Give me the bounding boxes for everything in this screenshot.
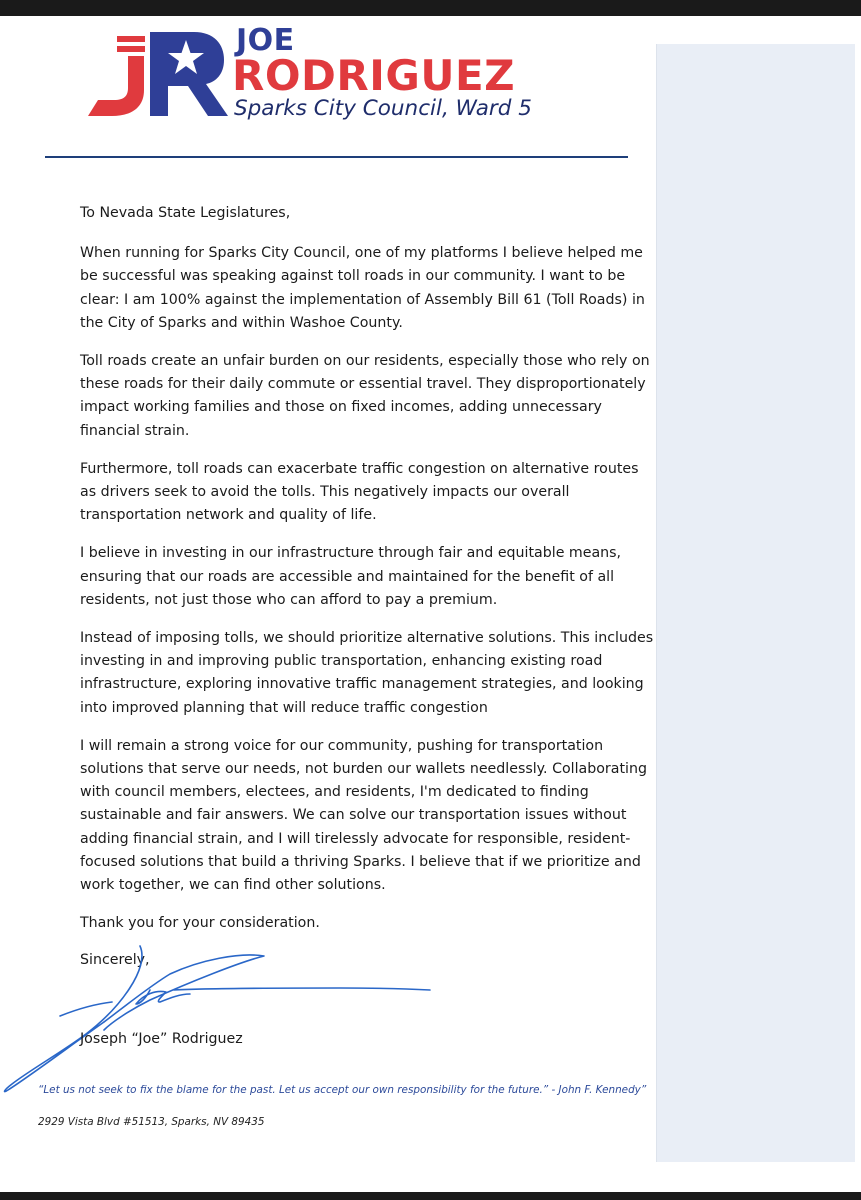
letter-salutation: To Nevada State Legislatures, — [80, 205, 291, 221]
office-title: Sparks City Council, Ward 5 — [234, 96, 532, 121]
top-border — [0, 0, 861, 16]
footer-quote: “Let us not seek to fix the blame for the past. Let us accept our own responsibility for the future.” - John F. Kennedy” — [38, 1084, 647, 1096]
footer-address: 2929 Vista Blvd #51513, Sparks, NV 89435 — [38, 1116, 265, 1128]
candidate-first-name: JOE — [236, 23, 295, 58]
letter-closing: Thank you for your consideration. — [80, 915, 320, 932]
bottom-border — [0, 1192, 861, 1200]
header-divider — [45, 156, 628, 158]
letter-paragraph: Toll roads create an unfair burden on our residents, especially those who rely on these roads for their daily commute or essential travel. They disproportionately impact working families and those on fixed incomes, adding unnecessary financial strain. — [80, 353, 650, 439]
letter-paragraph: I believe in investing in our infrastructure through fair and equitable means, ensuring that our roads are accessible and maintained for the benefit of all residents, not just those who can afford to pay a premium. — [80, 545, 622, 608]
letter-paragraph: When running for Sparks City Council, one of my platforms I believe helped me be successful was speaking against toll roads in our community. I want to be clear: I am 100% against the implementation of Assembly Bill 61 (Toll Roads) in the City of Sparks and within Washoe County. — [80, 245, 645, 331]
signature-icon — [0, 938, 460, 1098]
signer-name: Joseph “Joe” Rodriguez — [80, 1031, 243, 1047]
letter-paragraph: Furthermore, toll roads can exacerbate traffic congestion on alternative routes as drivers seek to avoid the tolls. This negatively impacts our overall transportation network and quality of life. — [80, 460, 639, 524]
sign-off: Sincerely, — [80, 952, 150, 968]
jr-logo-icon — [84, 28, 234, 120]
letter-paragraph: I will remain a strong voice for our community, pushing for transportation solutions that serve our needs, not burden our wallets needlessly. Collaborating with council members, electees, and residents, I'm dedicated to finding sustainable and fair answers. We can solve our transportation issues without adding financial strain, and I will tirelessly advocate for responsible, resident-focused solutions that build a thriving Sparks. I believe that if we prioritize and work together, we can find other solutions. — [80, 737, 647, 894]
letter-paragraph: Instead of imposing tolls, we should prioritize alternative solutions. This includes investing in and improving public transportation, enhancing existing road infrastructure, exploring innovative traffic management strategies, and looking into improved planning that will reduce traffic congestion — [80, 630, 654, 716]
candidate-last-name: RODRIGUEZ — [232, 51, 516, 100]
letter-body — [80, 202, 654, 935]
side-panel — [656, 44, 855, 1162]
